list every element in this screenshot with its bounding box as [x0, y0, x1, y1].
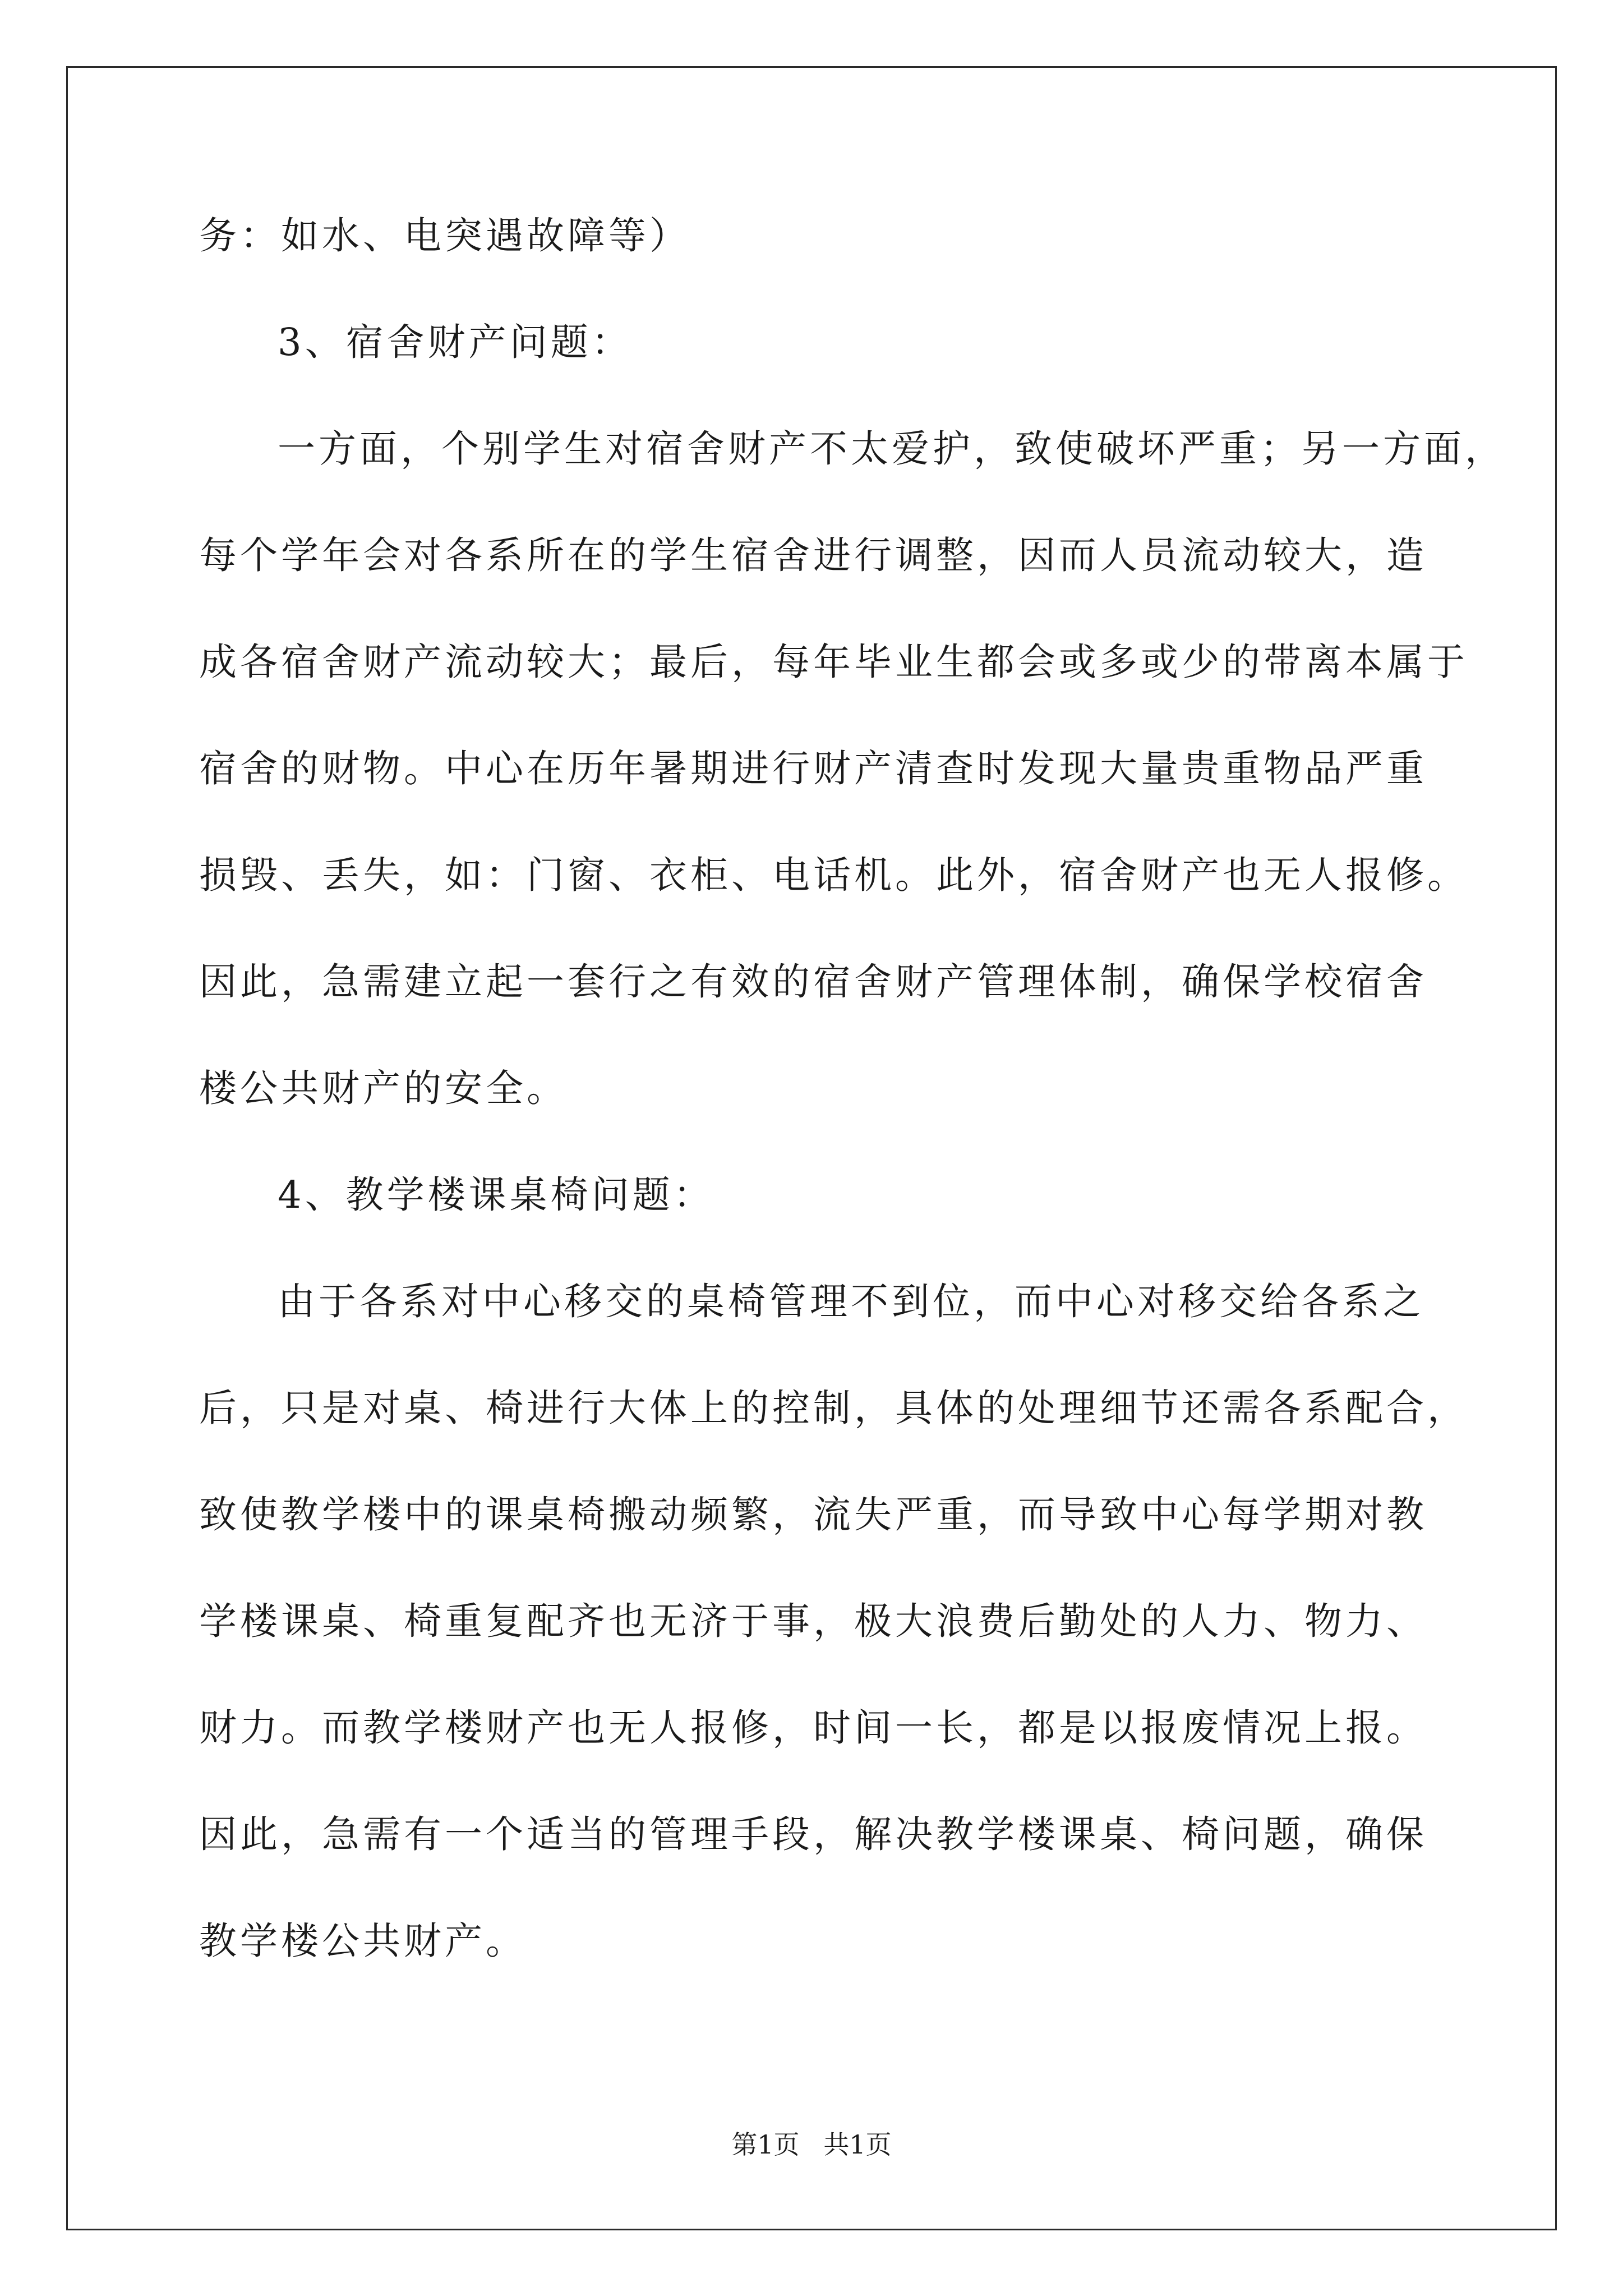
text-line: 宿舍的财物。中心在历年暑期进行财产清查时发现大量贵重物品严重	[199, 747, 1427, 790]
document-body	[199, 213, 1506, 1963]
text-line: 一方面，个别学生对宿舍财产不太爱护，致使破坏严重；另一方面，	[278, 427, 1506, 471]
page-footer	[0, 2129, 1623, 2160]
text-line: 由于各系对中心移交的桌椅管理不到位，而中心对移交给各系之	[278, 1280, 1424, 1323]
text-line: 因此，急需有一个适当的管理手段，解决教学楼课桌、椅问题，确保	[199, 1812, 1427, 1856]
text-line: 教学楼公共财产。	[199, 1919, 527, 1963]
section-heading: 4、教学楼课桌椅问题：	[278, 1173, 714, 1217]
text-line: 因此，急需建立起一套行之有效的宿舍财产管理体制，确保学校宿舍	[199, 960, 1427, 1004]
text-line: 学楼课桌、椅重复配齐也无济于事，极大浪费后勤处的人力、物力、	[199, 1599, 1427, 1643]
text-line: 财力。而教学楼财产也无人报修，时间一长，都是以报废情况上报。	[199, 1706, 1427, 1750]
text-line: 每个学年会对各系所在的学生宿舍进行调整，因而人员流动较大，造	[199, 533, 1427, 577]
page-number: 第1页	[731, 2129, 800, 2160]
text-line: 致使教学楼中的课桌椅搬动频繁，流失严重，而导致中心每学期对教	[199, 1493, 1427, 1536]
text-line: 成各宿舍财产流动较大；最后，每年毕业生都会或多或少的带离本属于	[199, 640, 1468, 684]
section-heading: 3、宿舍财产问题：	[278, 320, 633, 364]
page-total: 共1页	[823, 2129, 892, 2160]
text-line: 务：如水、电突遇故障等）	[199, 214, 690, 257]
text-line: 楼公共财产的安全。	[199, 1066, 568, 1110]
text-line: 损毁、丢失，如：门窗、衣柜、电话机。此外，宿舍财产也无人报修。	[199, 853, 1468, 897]
text-line: 后，只是对桌、椅进行大体上的控制，具体的处理细节还需各系配合，	[199, 1386, 1468, 1430]
